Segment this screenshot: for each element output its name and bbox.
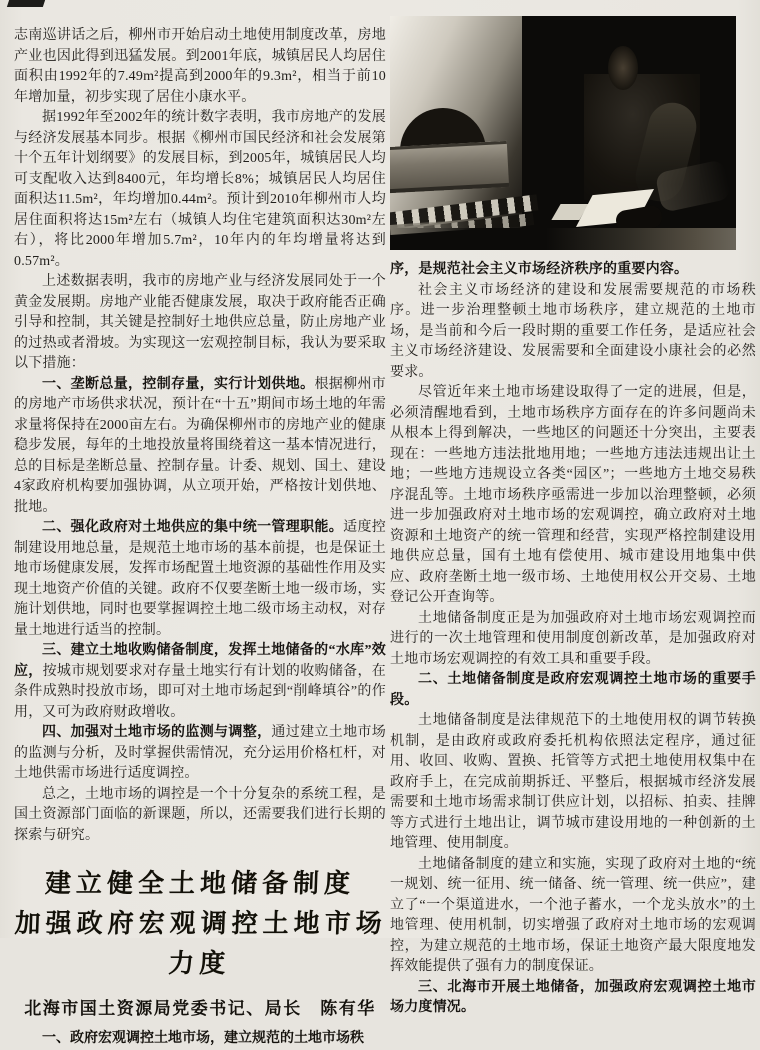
paragraph-bold-lead: 四、加强对土地市场的监测与调整，: [42, 725, 272, 740]
body-paragraph: 土地储备制度正是为加强政府对土地市场宏观调控而进行的一次土地管理和使用制度创新改革，是加强政府对土地市场宏观调控的有效工具和重要手段。: [390, 610, 756, 667]
photo-man-at-computer-desk: [390, 16, 736, 250]
body-paragraph: 土地储备制度的建立和实施，实现了政府对土地的“统一规划、统一征用、统一储备、统一管理、统一供应”，建立了“一个渠道进水，一个池子蓄水，一个龙头放水”的土地管理、使用机制，切实增强了政府对土地市场的宏观调控，为建立规范的土地市场，保证土地资产最大限度地发挥效能提供了强有力的制度保证。: [390, 856, 756, 974]
scan-artifact-mark: [7, 0, 45, 7]
body-paragraph: 总之，土地市场的调控是一个十分复杂的系统工程，是国土资源部门面临的新课题，所以，还需要我们进行长期的探索与研究。: [14, 786, 386, 843]
body-paragraph: 据1992年至2002年的统计数字表明，我市房地产的发展与经济发展基本同步。根据《柳州市国民经济和社会发展第十个五年计划纲要》的发展目标，到2005年，城镇居民人均可支配收入达到8400元，年均增长8%；城镇居民人均居住面积达11.5m²，年均增加0.44m²。预计到2010年柳州市人均居住面积将达15m²左右（城镇人均住宅建筑面积达30m²左右），将比2000年增加5.7m²，10年内的年均增量将达到0.57m²。: [14, 110, 386, 269]
right-column: [390, 0, 756, 1019]
body-paragraph: 三、建立土地收购储备制度，发挥土地储备的“水库”效应，按城市规划要求对存量土地实行有计划的收购储备，在条件成熟时投放市场，即可对土地市场起到“削峰填谷”的作用，又可为政府财政增收。: [14, 643, 386, 720]
body-paragraph: 二、强化政府对土地供应的集中统一管理职能。适度控制建设用地总量，是规范土地市场的基本前提，也是保证土地市场健康发展，发挥市场配置土地资源的基础性作用及实现土地资产价值的关键。政府不仅要垄断土地一级市场，实施计划供地，同时也要掌握调控土地二级市场主动权，对存量土地进行适当的控制。: [14, 520, 386, 638]
body-paragraph: 社会主义市场经济的建设和发展需要规范的市场秩序。进一步治理整顿土地市场秩序，建立规范的土地市场，是当前和今后一段时期的重要工作任务，是适应社会主义市场经济建设、发展需要和全面建设小康社会的必然要求。: [390, 282, 756, 380]
paragraph-bold-lead: 二、强化政府对土地供应的集中统一管理职能。: [42, 520, 344, 535]
section-heading-1: 一、政府宏观调控土地市场，建立规范的土地市场秩: [42, 1031, 364, 1046]
body-paragraph: 土地储备制度是法律规范下的土地使用权的调节转换机制，是由政府或政府委托机构依照法定程序，通过征用、收回、收购、置换、托管等方式把土地使用权集中在政府手上，在完成前期拆迁、平整后，根据城市经济发展需要和土地市场需求制订供应计划，以招标、拍卖、挂牌等方式进行土地出让，调节城市建设用地的一种创新的土地管理、使用制度。: [390, 713, 756, 851]
photo-printer: [390, 141, 509, 193]
left-column: [14, 26, 386, 1050]
body-paragraph: 二、土地储备制度是政府宏观调控土地市场的重要手段。: [390, 672, 756, 708]
body-paragraph: 四、加强对土地市场的监测与调整，通过建立土地市场的监测与分析，及时掌握供需情况，充分运用价格杠杆，对土地供需市场进行适度调控。: [14, 725, 386, 781]
body-paragraph: 三、北海市开展土地储备，加强政府宏观调控土地市场力度情况。: [390, 979, 756, 1015]
article-title-block: [14, 864, 386, 1019]
body-paragraph: 一、垄断总量，控制存量，实行计划供地。根据柳州市的房地产市场供求状况，预计在“十五”期间市场土地的年需求量将保持在2000亩左右。为确保柳州市的房地产业的健康稳步发展，每年的土地投放量将围绕着这一基本情况进行，总的目标是垄断总量、控制存量。计委、规划、国土、建设4家政府机构要加强协调，从立项开始，严格按计划供地、批地。: [14, 376, 386, 515]
right-column-text: [390, 260, 756, 1019]
body-paragraph: 上述数据表明，我市的房地产业与经济发展同处于一个黄金发展期。房地产业能否健康发展，取决于政府能否正确引导和控制，其关键是控制好土地供应总量，防止房地产业的过热或者滑坡。为实现这一宏观控制目标，我认为要采取以下措施：: [14, 274, 386, 371]
body-paragraph: 志南巡讲话之后，柳州市开始启动土地使用制度改革，房地产业也因此得到迅猛发展。到2001年底，城镇居民人均居住面积由1992年的7.49m²提高到2000年的9.3m²，相当于前10年增加量，初步实现了居住小康水平。: [14, 28, 386, 105]
body-paragraph: 尽管近年来土地市场建设取得了一定的进展，但是，必须清醒地看到，土地市场秩序方面存在的许多问题尚未从根本上得到解决，一些地区的问题还十分突出，主要表现在：一些地方违法批地用地；一些地方违法违规出让土地；一些地方违规设立各类“园区”；一些地方土地交易秩序混乱等。土地市场秩序亟需进一步加以治理整顿，必须进一步加强政府对土地市场的宏观调控，确立政府对土地资源和土地资产的统一管理和经营，实现严格控制建设用地供应总量，国有土地有偿使用、城市建设用地集中供应、政府垄断土地一级市场、土地使用权公开交易、土地登记公开查询等。: [390, 385, 756, 605]
article-byline: 北海市国土资源局党委书记、局长 陈有华: [24, 999, 376, 1018]
photo-person-face: [608, 46, 638, 90]
body-paragraph: 序，是规范社会主义市场经济秩序的重要内容。: [390, 262, 689, 277]
article-title-line-2: 加强政府宏观调控土地市场力度: [14, 909, 388, 978]
paragraph-bold-lead: 一、垄断总量，控制存量，实行计划供地。: [42, 376, 315, 392]
article-title-line-1: 建立健全土地储备制度: [44, 869, 356, 898]
left-column-text: [14, 26, 386, 846]
paragraph-bold-lead: 三、建立土地收购储备制度，发挥土地储备的“水库”效应，: [14, 643, 386, 679]
